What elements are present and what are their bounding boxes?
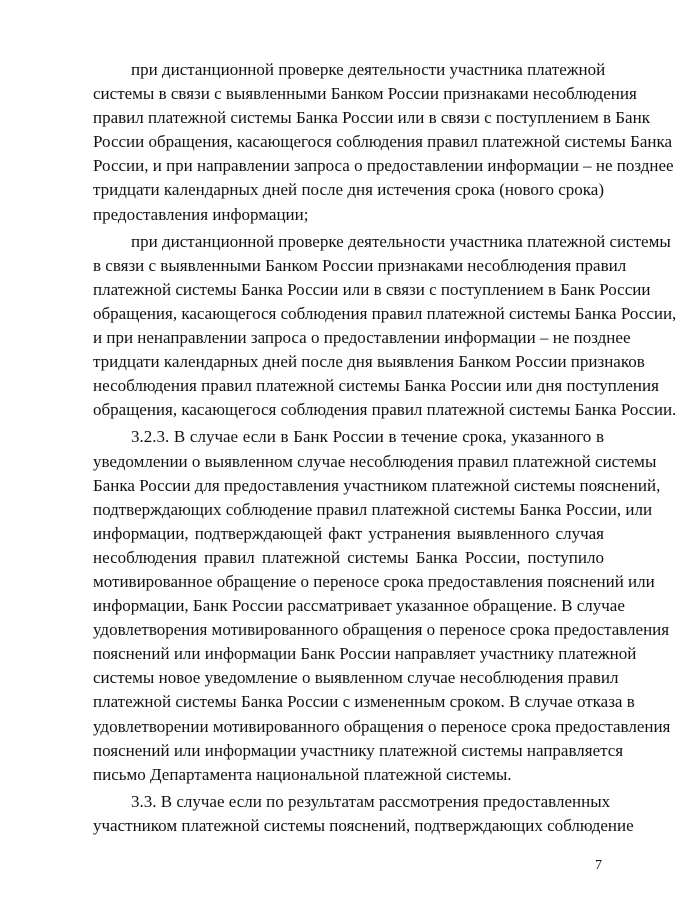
text-line: информации, Банк России рассматривает указанное обращение. В случае	[93, 596, 625, 616]
text-line: обращения, касающегося соблюдения правил платежной системы Банка России,	[93, 303, 676, 323]
text-line: тридцати календарных дней после дня выявления Банком России признаков	[93, 352, 645, 372]
text-line: платежной системы Банка России или в связи с поступлением в Банк России	[93, 279, 651, 299]
text-line: Банка России для предоставления участником платежной системы пояснений,	[93, 475, 661, 495]
text-line: системы новое уведомление о выявленном случае несоблюдения правил	[93, 668, 619, 688]
text-line: России обращения, касающегося соблюдения правил платежной системы Банка	[93, 132, 673, 152]
text-line: несоблюдения правил платежной системы Банка России или дня поступления	[93, 376, 659, 396]
text-line: пояснений или информации Банк России направляет участнику платежной	[93, 644, 637, 664]
text-line: платежной системы Банка России с измененным сроком. В случае отказа в	[93, 692, 635, 712]
text-line: обращения, касающегося соблюдения правил платежной системы Банка России.	[93, 400, 676, 420]
text-line: при дистанционной проверке деятельности участника платежной	[131, 60, 606, 79]
text-line: 3.3. В случае если по результатам рассмотрения предоставленных	[131, 791, 611, 811]
text-line: удовлетворении мотивированного обращения о переносе срока предоставления	[93, 716, 671, 736]
page-number: 7	[595, 858, 602, 873]
text-line: информации, подтверждающей факт устранения выявленного случая	[93, 523, 604, 543]
text-line: удовлетворения мотивированного обращения о переносе срока предоставления	[93, 620, 670, 640]
text-line: пояснений или информации участнику платежной системы направляется	[93, 740, 624, 760]
text-line: предоставления информации;	[93, 204, 309, 224]
text-line: письмо Департамента национальной платежной системы.	[93, 764, 512, 784]
text-line: подтверждающих соблюдение правил платежной системы Банка России, или	[93, 499, 653, 519]
text-line: мотивированное обращение о переносе срока предоставления пояснений или	[93, 571, 655, 591]
text-line: уведомлении о выявленном случае несоблюдения правил платежной системы	[93, 451, 657, 471]
text-line: России, и при направлении запроса о предоставлении информации – не позднее	[93, 156, 674, 176]
paragraph-section-3-2-3	[93, 425, 671, 786]
text-line: при дистанционной проверке деятельности участника платежной системы	[131, 231, 671, 251]
text-line: и при ненаправлении запроса о предоставлении информации – не позднее	[93, 328, 631, 348]
text-line: правил платежной системы Банка России или в связи с поступлением в Банк	[93, 108, 650, 128]
text-line: участником платежной системы пояснений, подтверждающих соблюдение	[93, 815, 634, 835]
paragraph-section-3-3	[93, 790, 634, 838]
text-line: 3.2.3. В случае если в Банк России в течение срока, указанного в	[131, 427, 604, 447]
text-line: в связи с выявленными Банком России признаками несоблюдения правил	[93, 255, 627, 275]
text-line: несоблюдения правил платежной системы Банка России, поступило	[93, 547, 604, 567]
text-line: тридцати календарных дней после дня истечения срока (нового срока)	[93, 180, 604, 200]
document-body	[93, 58, 676, 838]
paragraph-remote-check-with-request	[93, 58, 674, 227]
paragraph-remote-check-without-request	[93, 230, 676, 423]
text-line: системы в связи с выявленными Банком России признаками несоблюдения	[93, 84, 637, 104]
